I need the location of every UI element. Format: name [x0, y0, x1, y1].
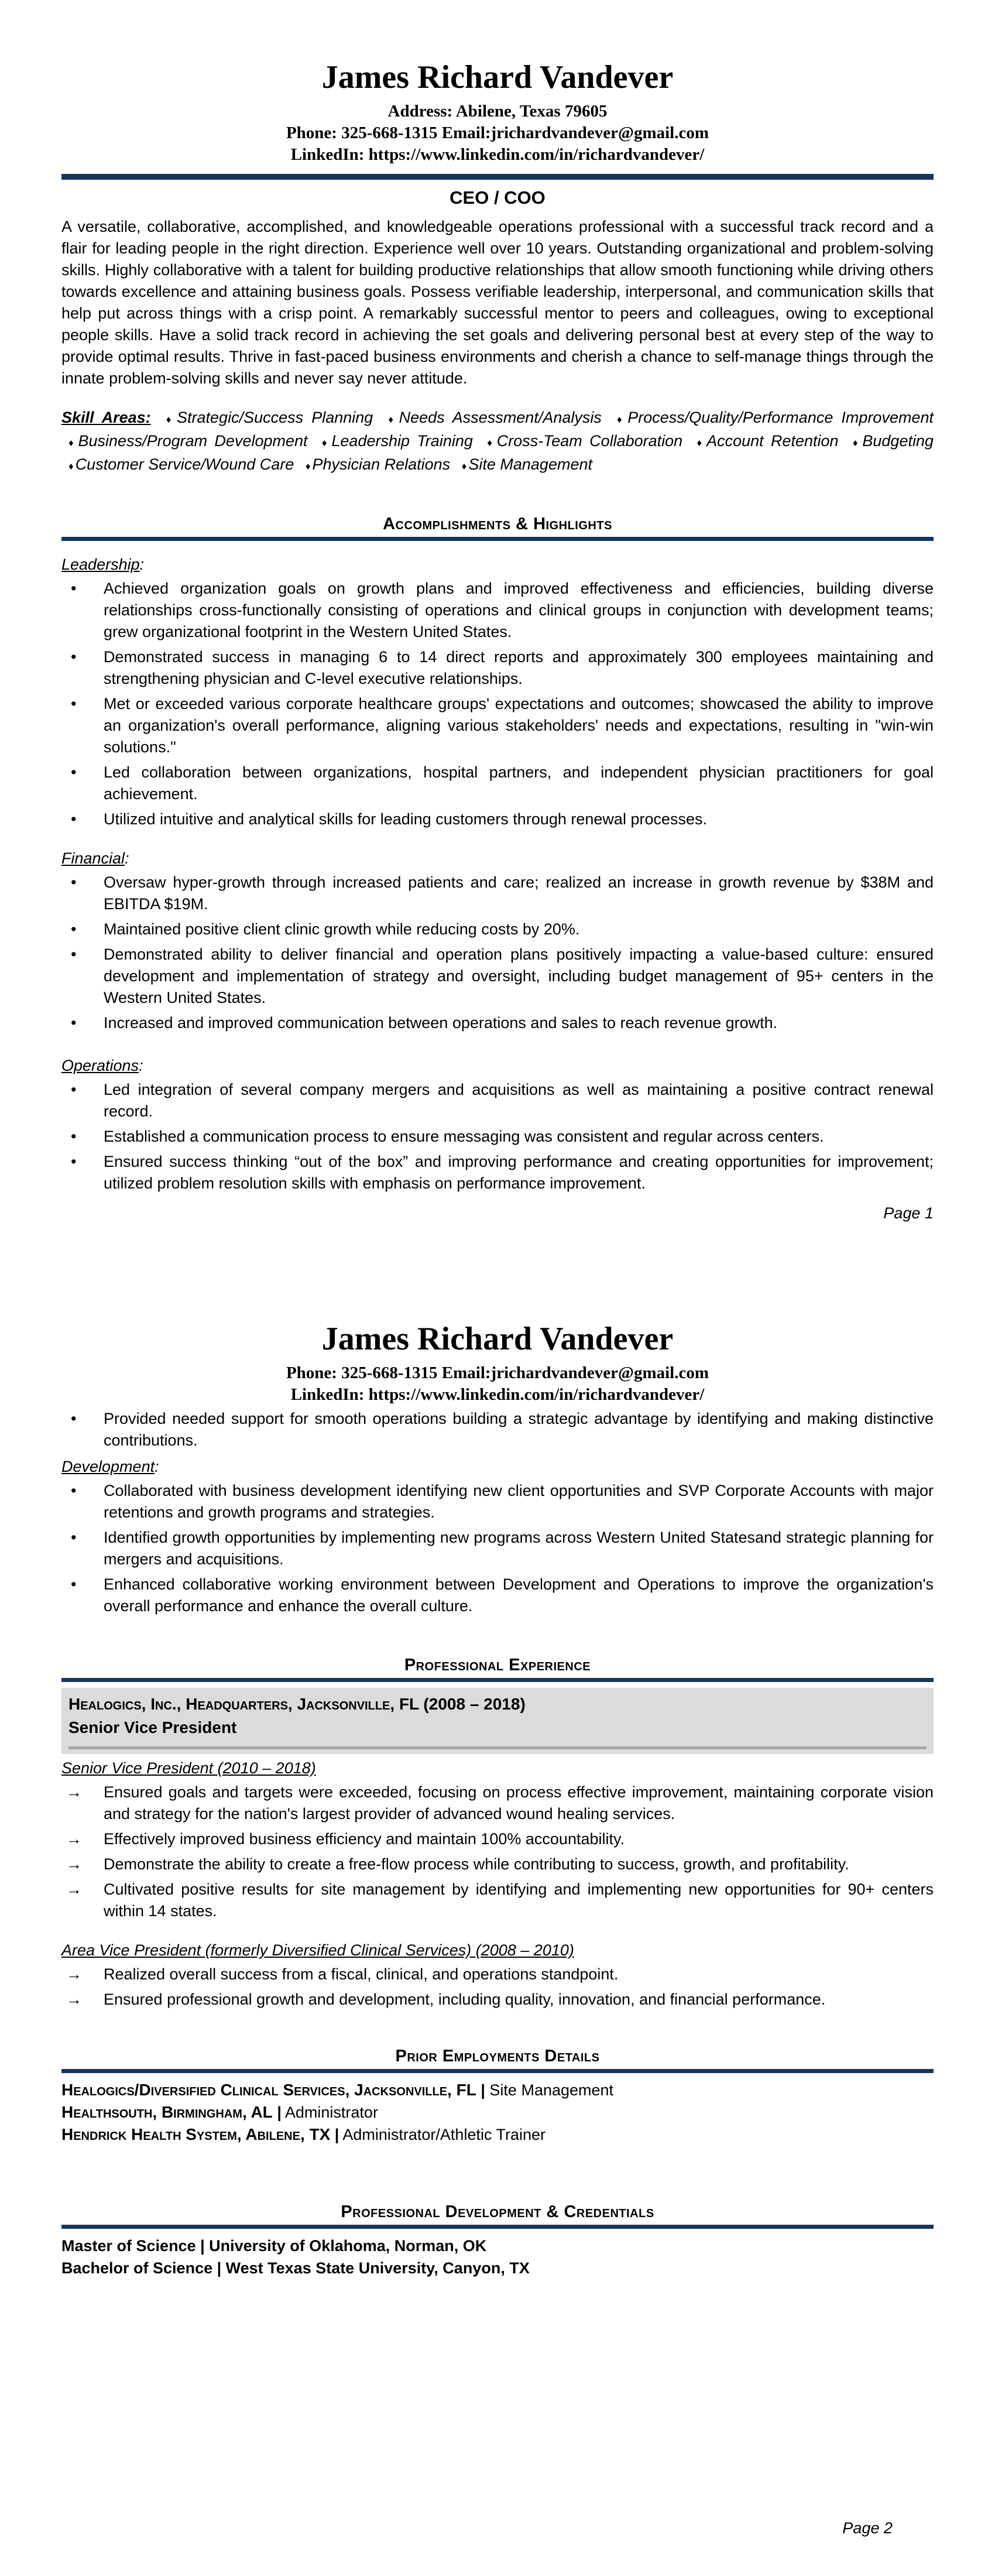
diamond-bullet-icon: ♦ — [166, 414, 176, 425]
diamond-bullet-icon: ♦ — [461, 461, 467, 472]
list-item: • Collaborated with business development identifying new client opportunities and SVP Corporate Accounts with major retentions and growth programs and strategies. — [61, 1480, 934, 1523]
list-item: • Led integration of several company mergers and acquisitions as well as maintaining a positive contract renewal record. — [61, 1079, 934, 1122]
diamond-bullet-icon: ♦ — [616, 414, 626, 425]
list-item: • Identified growth opportunities by implementing new programs across Western United Statesand strategic planning for mergers and acquisitions. — [61, 1527, 934, 1570]
bullet-icon: • — [71, 873, 77, 891]
section-heading-accomplishments: Accomplishments & Highlights — [383, 515, 612, 533]
arrow-icon: → — [66, 1991, 82, 2008]
list-item: • Demonstrated success in managing 6 to 14 direct reports and approximately 300 employees maintaining and strengthening physician and C-level executive relationships. — [61, 646, 934, 690]
bullet-icon: • — [71, 920, 77, 938]
skill-item: ♦ Budgeting — [852, 432, 934, 450]
bullet-icon: • — [71, 1482, 77, 1499]
skill-item: ♦ Needs Assessment/Analysis — [388, 409, 602, 426]
experience-company-band — [61, 1688, 934, 1754]
diamond-bullet-icon: ♦ — [68, 437, 77, 448]
company-line: Healogics, Inc., Headquarters, Jacksonville, FL (2008 – 2018) — [68, 1695, 526, 1713]
list-item: → Demonstrate the ability to create a free-flow process while contributing to success, growth, and profitability. — [61, 1854, 934, 1875]
arrow-icon: → — [66, 1830, 82, 1848]
section-heading-prior-employments: Prior Employments Details — [395, 2047, 600, 2065]
band-divider — [68, 1746, 927, 1749]
role-title-avp: Area Vice President (formerly Diversified Clinical Services) (2008 – 2010) — [61, 1941, 574, 1959]
bullet-icon: • — [71, 1529, 77, 1546]
financial-bullet-list — [61, 872, 934, 1034]
section-heading-experience: Professional Experience — [404, 1656, 591, 1674]
phone-email-line: Phone: 325-668-1315 Email:jrichardvandever@gmail.com — [286, 124, 709, 142]
svp-arrow-list — [61, 1782, 934, 1922]
skill-item: ♦ Cross-Team Collaboration — [487, 432, 683, 450]
list-item: • Established a communication process to ensure messaging was consistent and regular across centers. — [61, 1126, 934, 1147]
prior-employment-entry: Healthsouth, Birmingham, AL | Administrator — [61, 2103, 378, 2121]
skill-item: ♦ Physician Relations — [305, 455, 451, 473]
credential-entry: Bachelor of Science | West Texas State University, Canyon, TX — [61, 2259, 530, 2277]
list-item: → Ensured goals and targets were exceeded, focusing on process effective improvement, maintaining corporate vision and strategy for the nation's largest provider of advanced wound healing services. — [61, 1782, 934, 1825]
header-rule — [61, 174, 934, 180]
operations-bullet-list — [61, 1079, 934, 1194]
bullet-icon: • — [71, 946, 77, 963]
prior-employment-entry: Hendrick Health System, Abilene, TX | Administrator/Athletic Trainer — [61, 2125, 545, 2143]
diamond-bullet-icon: ♦ — [852, 437, 861, 448]
development-bullet-list — [61, 1480, 934, 1617]
arrow-icon: → — [66, 1880, 82, 1898]
arrow-icon: → — [66, 1783, 82, 1801]
list-item: • Increased and improved communication between operations and sales to reach revenue growth. — [61, 1012, 934, 1034]
skill-areas-label: Skill Areas: — [61, 409, 151, 426]
section-heading-credentials: Professional Development & Credentials — [341, 2202, 654, 2221]
bullet-icon: • — [71, 810, 77, 828]
list-item: • Maintained positive client clinic growth while reducing costs by 20%. — [61, 919, 934, 940]
list-item: • Ensured success thinking “out of the box” and improving performance and creating opportunities for improvement; utilized problem resolution skills with emphasis on performance improvement. — [61, 1151, 934, 1194]
page2-name: James Richard Vandever — [321, 1321, 674, 1357]
group-label-operations: Operations: — [61, 1057, 143, 1074]
diamond-bullet-icon: ♦ — [68, 461, 74, 472]
list-item: • Enhanced collaborative working environment between Development and Operations to improve the organization's overall performance and enhance the overall culture. — [61, 1574, 934, 1617]
section-rule — [61, 1678, 934, 1682]
page1-footer: Page 1 — [883, 1204, 934, 1222]
bullet-icon: • — [71, 1153, 77, 1170]
page2-contact-block — [61, 1362, 934, 1406]
list-item: → Ensured professional growth and development, including quality, innovation, and financial performance. — [61, 1989, 934, 2010]
arrow-icon: → — [66, 1855, 82, 1873]
avp-arrow-list — [61, 1964, 934, 2010]
list-item: • Provided needed support for smooth operations building a strategic advantage by identifying and making distinctive contributions. — [61, 1408, 934, 1451]
linkedin-line: LinkedIn: https://www.linkedin.com/in/richardvandever/ — [290, 1385, 705, 1404]
list-item: → Effectively improved business efficiency and maintain 100% accountability. — [61, 1828, 934, 1850]
skill-item: ♦ Process/Quality/Performance Improvement — [616, 409, 934, 426]
list-item: → Cultivated positive results for site management by identifying and implementing new opportunities for 90+ centers within 14 states. — [61, 1879, 934, 1922]
list-item: • Achieved organization goals on growth plans and improved effectiveness and efficiencies, building diverse relationships cross-functionally consisting of operations and clinical groups in conjunction with development teams; grew organizational footprint in the Western United States. — [61, 578, 934, 643]
skill-item: ♦ Customer Service/Wound Care — [68, 455, 294, 473]
prior-employment-entry: Healogics/Diversified Clinical Services, Jacksonville, FL | Site Management — [61, 2081, 614, 2099]
section-rule — [61, 537, 934, 541]
bullet-icon: • — [71, 580, 77, 597]
phone-email-line: Phone: 325-668-1315 Email:jrichardvandever@gmail.com — [286, 1364, 709, 1382]
skill-item: ♦ Leadership Training — [321, 432, 473, 450]
job-title: CEO / COO — [450, 187, 545, 208]
leadership-bullet-list — [61, 578, 934, 830]
diamond-bullet-icon: ♦ — [388, 414, 397, 425]
skill-item: ♦ Account Retention — [696, 432, 839, 450]
diamond-bullet-icon: ♦ — [305, 461, 311, 472]
skill-item: ♦ Strategic/Success Planning — [166, 409, 373, 426]
skill-areas-paragraph — [61, 407, 934, 477]
role-title-svp: Senior Vice President (2010 – 2018) — [61, 1759, 316, 1777]
skill-item: ♦ Business/Program Development — [68, 432, 308, 450]
prior-employments-list — [61, 2079, 934, 2146]
list-item: • Utilized intuitive and analytical skills for leading customers through renewal processes. — [61, 809, 934, 830]
list-item: → Realized overall success from a fiscal, clinical, and operations standpoint. — [61, 1964, 934, 1985]
diamond-bullet-icon: ♦ — [487, 437, 495, 448]
skill-item: ♦ Site Management — [461, 455, 592, 473]
band-role-line: Senior Vice President — [68, 1718, 237, 1736]
bullet-icon: • — [71, 1081, 77, 1098]
group-label-financial: Financial: — [61, 849, 129, 867]
list-item: • Demonstrated ability to deliver financial and operation plans positively impacting a value-based culture: ensured development and implementation of strategy and oversight, including budget management of 95+ centers in the Western United States. — [61, 944, 934, 1009]
credential-entry: Master of Science | University of Oklahoma, Norman, OK — [61, 2237, 487, 2255]
section-rule — [61, 2069, 934, 2073]
bullet-icon: • — [71, 1014, 77, 1032]
diamond-bullet-icon: ♦ — [321, 437, 330, 448]
section-rule — [61, 2225, 934, 2229]
page1-contact-block — [61, 101, 934, 166]
page2-footer: Page 2 — [842, 2519, 893, 2537]
bullet-icon: • — [71, 1575, 77, 1593]
list-item: • Oversaw hyper-growth through increased patients and care; realized an increase in growth revenue by $38M and EBITDA $19M. — [61, 872, 934, 915]
linkedin-line: LinkedIn: https://www.linkedin.com/in/richardvandever/ — [290, 145, 705, 164]
diamond-bullet-icon: ♦ — [696, 437, 705, 448]
group-label-leadership: Leadership: — [61, 556, 145, 573]
list-item: • Met or exceeded various corporate healthcare groups' expectations and outcomes; showcased the ability to improve an organization's overall performance, aligning various stakeholders' needs and expectations, resulting in "win-win solutions." — [61, 693, 934, 758]
credentials-list — [61, 2235, 934, 2279]
group-label-development: Development: — [61, 1458, 159, 1475]
bullet-icon: • — [71, 695, 77, 712]
list-item: • Led collaboration between organizations, hospital partners, and independent physician practitioners for goal achievement. — [61, 762, 934, 805]
address-line: Address: Abilene, Texas 79605 — [387, 102, 608, 121]
bullet-icon: • — [71, 1410, 77, 1427]
page1-name: James Richard Vandever — [321, 59, 674, 95]
bullet-icon: • — [71, 648, 77, 666]
arrow-icon: → — [66, 1965, 82, 1983]
bullet-icon: • — [71, 1128, 77, 1145]
page2-intro-bullet-list — [61, 1408, 934, 1451]
summary-paragraph: A versatile, collaborative, accomplished, and knowledgeable operations professional with a successful track record and a flair for leading people in the right direction. Experience well over 10 years. Outstanding organizational and problem-solving skills. Highly collaborative with a talent for building productive relationships that allow smooth functioning while driving others towards excellence and attaining business goals. Possess verifiable leadership, interpersonal, and communication skills that help put across things with a crisp point. A remarkably successful mentor to peers and colleagues, owing to exceptional people skills. Have a solid track record in achieving the set goals and delivering personal best at every step of the way to provide optimal results. Thrive in fast-paced business environments and cherish a chance to self-manage things through the innate problem-solving skills and never say never attitude. — [61, 218, 934, 387]
bullet-icon: • — [71, 763, 77, 781]
